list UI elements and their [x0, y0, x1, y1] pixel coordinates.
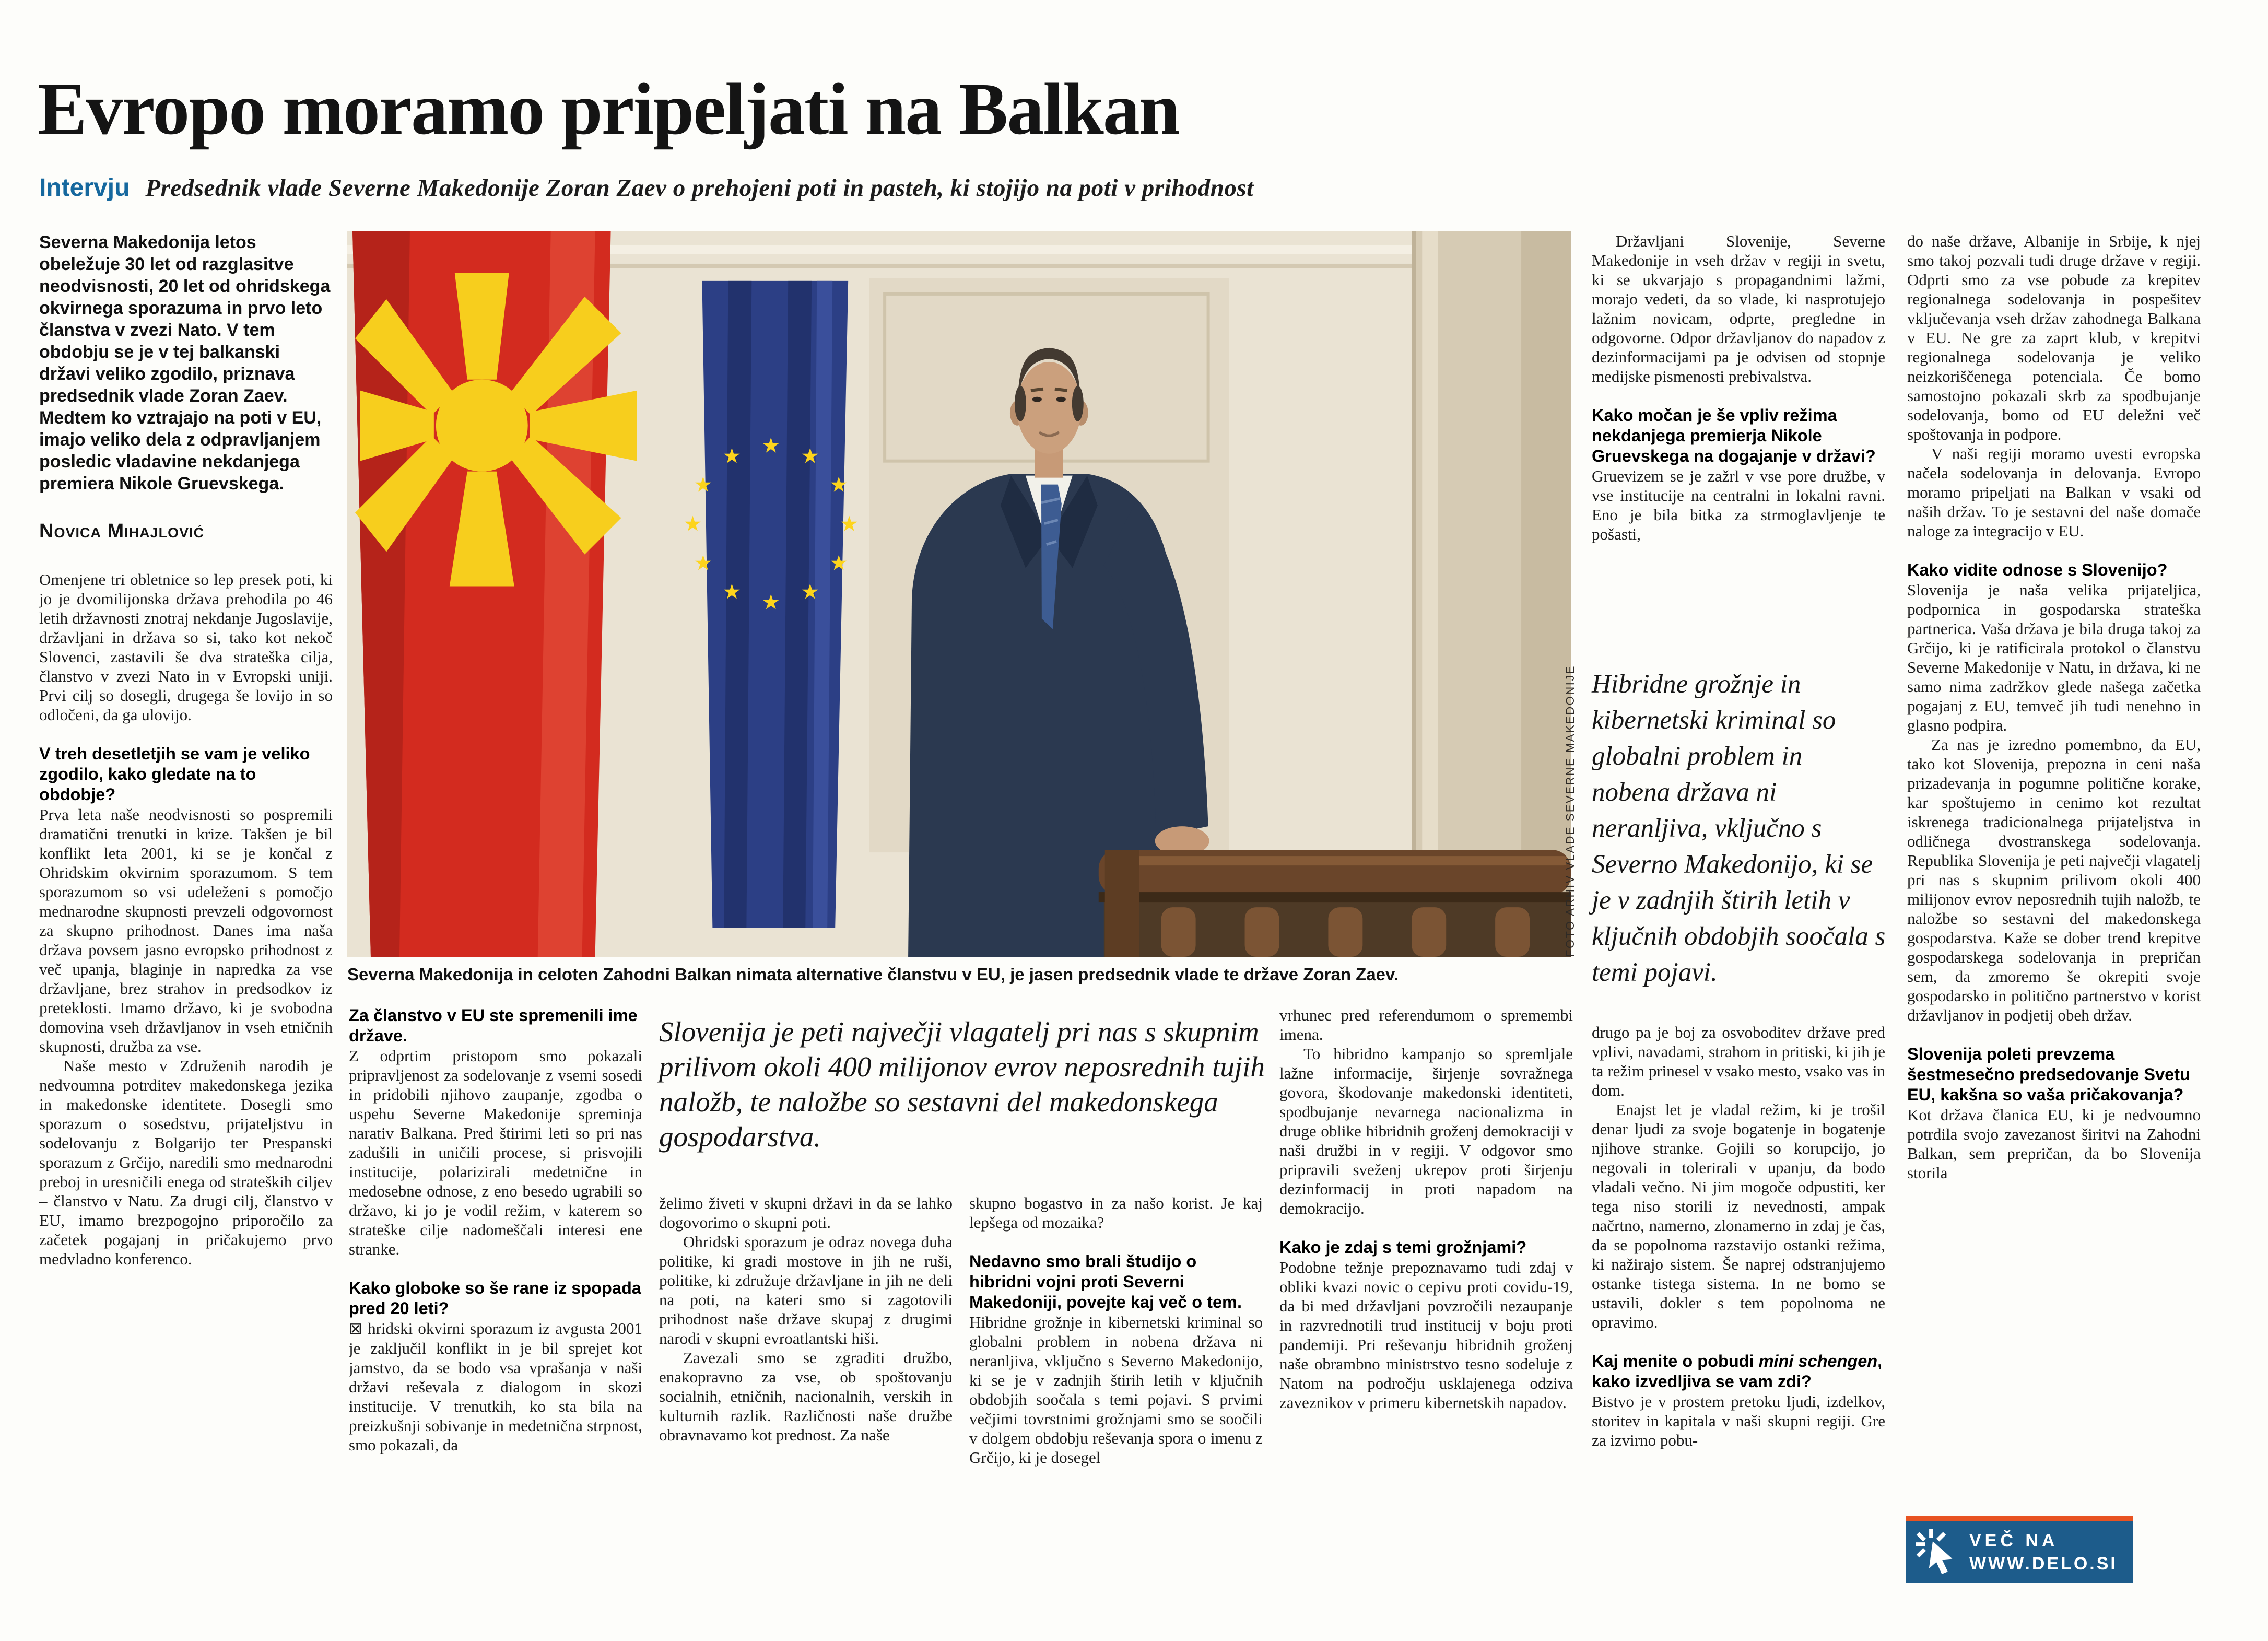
paragraph: Prva leta naše neodvisnosti so pospremili dramatični trenutki in krize. Takšen je bil konflikt leta 2001, ki se je končal z Ohridskim okvirnim sporazumom. S tem sporazumom so vsi udeleženi s pomočjo mednarodne skupnosti prevzeli odgovornost za skupno prihodnost. Danes ima naša država povsem jasno evropsko prihodnost z več upanja, blaginje in napredka za vse državljane, brez strahov in predsodkov iz preteklosti. Imamo državo, ki je svobodna domovina vseh državljanov in vseh etničnih skupnosti, družba za vse. — [39, 805, 333, 1056]
banner-body — [1906, 1521, 2133, 1583]
svg-text:★: ★ — [829, 551, 849, 576]
interview-question: Slovenija poleti prevzema šestmesečno predsedovanje Svetu EU, kakšna so vaša pričakovanja? — [1907, 1045, 2190, 1104]
banner-text — [1969, 1529, 2118, 1575]
text-column-1 — [39, 231, 333, 1622]
text-column-6a — [1592, 231, 1885, 666]
svg-text:★: ★ — [722, 580, 742, 604]
paragraph: Naše mesto v Združenih narodih je nedvoumna potrditev makedonskega jezika in makedonske identitete. Dosegli smo sporazum o sosedstvu, prijateljstvu in sodelovanju z Bolgarijo ter Prespanski sporazum z Grčijo, naredili smo mednarodni preboj in uresničili enega od strateških ciljev – članstvo v Natu. Za drugi cilj, članstvo v EU, imamo brezpogojno priporočilo za začetek pogajanj in pričakujemo prvo medvladno konferenco. — [39, 1057, 333, 1268]
svg-text:★: ★ — [683, 512, 702, 536]
text-column-6b — [1592, 1023, 1885, 1623]
svg-text:★: ★ — [801, 444, 820, 468]
paragraph: Ohridski sporazum je odraz novega duha politike, ki gradi mostove in jih ne ruši, politike, ki združuje državljane in jih ne deli na poti, na kateri smo si zagotovili prihodnost naše države skupaj z drugimi narodi v skupni evroatlantski hiši. — [659, 1233, 953, 1347]
delo-more-banner[interactable] — [1906, 1516, 2133, 1583]
paragraph: drugo pa je boj za osvoboditev države pred vplivi, navadami, strahom in pritiski, ki jih je ta režim prinesel v vsako mesto, vsako vas in dom. — [1592, 1023, 1885, 1099]
subhead-row — [39, 173, 1815, 203]
paragraph: ⊠ hridski okvirni sporazum iz avgusta 2001 je zaključil konflikt in je bil sprejet kot jamstvo, da se bodo vsa vprašanja v naši državi reševala z dialogom in skozi institucije. V trenutkih, ko sta bila na preizkušnji sobivanje in medetnična strpnost, smo pokazali, da — [349, 1319, 642, 1454]
article-intro: Severna Makedonija letos obeležuje 30 let od razglasitve neodvisnosti, 20 let od ohridskega okvirnega sporazuma in prvo leto članstva v zvezi Nato. V tem obdobju se je v tej balkanski državi veliko zgodilo, priznava predsednik vlade Zoran Zaev. Medtem ko vztrajajo na poti v EU, imajo veliko dela z odpravljanjem posledic vladavine nekdanjega premiera Nikole Gruevskega. — [39, 232, 331, 494]
svg-text:★: ★ — [722, 444, 742, 468]
paragraph: želimo živeti v skupni državi in da se lahko dogovorimo o skupni poti. — [659, 1194, 953, 1232]
article-subhead: Predsednik vlade Severne Makedonije Zoran Zaev o prehojeni poti in pasteh, ki stojijo na poti v prihodnost — [145, 174, 1254, 202]
paragraph: skupno bogastvo in za našo korist. Je kaj lepšega od mozaika? — [969, 1194, 1263, 1232]
interview-question: Kaj menite o pobudi mini schengen, kako izvedljiva se vam zdi? — [1592, 1352, 1883, 1391]
paragraph: vrhunec pred referendumom o spremembi imena. — [1279, 1006, 1573, 1044]
page-title: Evropo moramo pripeljati na Balkan — [38, 67, 1179, 150]
paragraph: Zavezali smo se zgraditi družbo, enakopravno za vse, ob spoštovanju socialnih, etničnih, nacionalnih, verskih in kulturnih razlik. Različnosti naše družbe obravnavamo kot prednost. Za naše — [659, 1349, 953, 1444]
banner-line2: WWW.DELO.SI — [1969, 1554, 2118, 1574]
svg-text:★: ★ — [761, 433, 781, 458]
macedonian-flag — [352, 231, 637, 957]
interview-question: Kako močan je še vpliv režima nekdanjega premierja Nikole Gruevskega na dogajanje v državi? — [1592, 406, 1876, 465]
paragraph: Omenjene tri obletnice so lep presek poti, ki jo je dvomilijonska država prehodila po 46 letih državnosti znotraj nekdanje Jugoslavije, državljani in država so si, tako kot nekoč Slovenci, zastavili še dva strateška cilja, članstvo v zvezi Nato in v Evropski uniji. Prvi cilj so dosegli, drugega še lovijo in so odločeni, da ga ulovijo. — [39, 570, 333, 724]
svg-text:★: ★ — [694, 551, 713, 576]
banner-line1: VEČ NA — [1969, 1531, 2059, 1551]
photo-illustration — [347, 231, 1571, 957]
paragraph: Podobne težnje prepoznavamo tudi zdaj v obliki kvazi novic o cepivu proti covidu-19, da bi med državljani povzročili nezaupanje in razvrednotili trud institucij v boju proti pandemiji. Pri reševanju hibridnih groženj naše obrambno ministrstvo tesno sodeluje z Natom na področju usklajenega odziva zaveznikov v primeru kibernetskih napadov. — [1279, 1258, 1573, 1412]
svg-text:★: ★ — [761, 590, 781, 615]
text-column-3 — [659, 1193, 953, 1623]
interview-question: Kako globoke so še rane iz spopada pred 20 leti? — [349, 1279, 641, 1318]
cursor-click-icon — [1914, 1527, 1964, 1577]
paragraph: Bistvo je v prostem pretoku ljudi, izdelkov, storitev in kapitala v naši skupni regiji. Gre za izvirno pobu- — [1592, 1392, 1885, 1449]
text-column-2 — [349, 1005, 642, 1622]
svg-text:★: ★ — [829, 473, 849, 497]
pull-quote-center: Slovenija je peti največji vlagatelj pri nas s skupnim prilivom okoli 400 milijonov evrov neposrednih tujih naložb, te naložbe so sestavni del makedonskega gospodarstva. — [659, 1016, 1265, 1153]
pull-quote-right: Hibridne grožnje in kibernetski kriminal so globalni problem in nobena država ni neranljiva, vključno s Severno Makedonijo, ki se je v zadnjih štirih letih v ključnih obdobjih soočala s temi pojavi. — [1592, 670, 1886, 987]
svg-text:★: ★ — [694, 473, 713, 497]
interview-question: Nedavno smo brali študijo o hibridni vojni proti Severni Makedoniji, povejte kaj več o tem. — [969, 1252, 1242, 1311]
wooden-railing — [1099, 850, 1571, 957]
text-column-4 — [969, 1193, 1263, 1623]
paragraph: Državljani Slovenije, Severne Makedonije in vseh držav v regiji in svetu, ki se ukvarjajo s propagandnimi lažmi, morajo vedeti, da so vlade, ki nasprotujejo lažnim novicam, odprte, pregledne in odgovorne. Odpor državljanov do napadov z dezinformacijami pa je odvisen od stopnje medijske pismenosti prebivalstva. — [1592, 232, 1885, 385]
paragraph: V naši regiji moramo uvesti evropska načela sodelovanja in delovanja. Evropo moramo pripeljati na Balkan v vsaki od naših držav. To je sestavni del naše domače naloge za integracijo v EU. — [1907, 444, 2201, 540]
interview-question: Za članstvo v EU ste spremenili ime države. — [349, 1006, 638, 1045]
interview-question: Kako vidite odnose s Slovenijo? — [1907, 560, 2168, 579]
banner-orange-stripe — [1906, 1516, 2133, 1521]
face — [1017, 362, 1082, 454]
photo-caption: Severna Makedonija in celoten Zahodni Balkan nimata alternative članstvu v EU, je jasen predsednik vlade te države Zoran Zaev. — [347, 965, 1399, 984]
interview-question: Kako je zdaj s temi grožnjami? — [1279, 1238, 1527, 1257]
paragraph: Kot država članica EU, ki je nedvoumno potrdila svojo zavezanost širitvi na Zahodni Balkan, sem prepričan, da bo Slovenija storila — [1907, 1106, 2201, 1182]
paragraph: Gruevizem se je zažrl v vse pore družbe, v vse institucije na centralni in lokalni ravni. Eno je bila bitka za strmoglavljenje te pošasti, — [1592, 467, 1885, 543]
interview-question: V treh desetletjih se vam je veliko zgodilo, kako gledate na to obdobje? — [39, 744, 310, 804]
text-column-7 — [1907, 231, 2201, 1495]
svg-text:★: ★ — [801, 580, 820, 604]
author-byline: Novica Mihajlović — [39, 520, 205, 542]
paragraph: Hibridne grožnje in kibernetski kriminal so globalni problem in nobena država ni neranljiva, vključno s Severno Makedonijo, ki se je v zadnjih štirih letih v ključnih obdobjih soočala s temi pojavi. S prvimi večjimi tovrstnimi grožnjami smo se soočili v dolgem obdobju reševanja spora o imenu z Grčijo, ki je dosegel — [969, 1313, 1263, 1467]
paragraph: Z odprtim pristopom smo pokazali pripravljenost za sodelovanje z vsemi sosedi in pridobili njihovo zaupanje, zgodba o uspehu Severne Makedonije spreminja narativ Balkana. Pred štirimi leti so pri nas zadušili in uničili procese, si prisvojili institucije, polarizirali medetnične in medosebne odnose, z eno besedo ugrabili so državo, ki jo je vodil režim, v katerem so strateške cilje nadomeščali interesi ene stranke. — [349, 1047, 642, 1258]
section-kicker: Intervju — [39, 174, 130, 202]
paragraph: do naše države, Albanije in Srbije, k njej smo takoj pozvali tudi druge države v regiji. Odprti smo za vse pobude za krepitev regionalnega sodelovanja in pospešitev vključevanja vseh držav zahodnega Balkana v EU. Ne gre za zaprt klub, v krepitvi regionalnega sodelovanja je veliko neizkoriščenega potenciala. Če bomo samostojno pokazali skrb za spodbujanje sodelovanja, bomo od EU deležni več spoštovanja in podpore. — [1907, 232, 2201, 443]
svg-text:★: ★ — [840, 512, 859, 536]
paragraph: To hibridno kampanjo so spremljale lažne informacije, širjenje sovražnega govora, škodovanje makedonski identiteti, spodbujanje nevarnega nacionalizma in druge oblike hibridnih groženj demokraciji v naši družbi in v regiji. V odgovor smo pripravili sveženj ukrepov proti širjenju dezinformacij in proti napadom na demokracijo. — [1279, 1045, 1573, 1217]
text-column-5 — [1279, 1005, 1573, 1622]
paragraph: Slovenija je naša velika prijateljica, podpornica in gospodarska strateška partnerica. Vaša država je bila druga takoj za Grčijo, ki je ratificirala protokol o članstvu Severne Makedonije v Natu, in država, ki ne samo nima zadržkov glede našega začetka pogajanj z EU, temveč jih tudi nenehno in glasno podpira. — [1907, 581, 2201, 734]
paragraph: Enajst let je vladal režim, ki je trošil denar ljudi za svoje bogatenje in bogatenje njihove stranke. Gojili so korupcijo, jo negovali in tolerirali v upanju, da bodo vladali večno. Ni jim mogoče odpustiti, ker tega niso storili iz nevednosti, ampak načrtno, namerno, zlonamerno in zdaj je čas, da se popolnoma razstavijo ostanki režima, ki nažirajo sistem. Še naprej odstranjujemo ostanke tistega sistema. In ne bomo se ustavili, dokler s tem popolnoma ne opravimo. — [1592, 1100, 1885, 1331]
photo-credit: FOTO ARHIV VLADE SEVERNE MAKEDONIJE — [1564, 665, 1577, 957]
paragraph: Za nas je izredno pomembno, da EU, tako kot Slovenija, prepozna in ceni naša prizadevanja in pogumne politične korake, kar spoštujemo in cenimo kot rezultat iskrenega tradicionalnega prijateljstva in odličnega dvostranskega sodelovanja. Republika Slovenija je peti največji vlagatelj pri nas s skupnim prilivom okoli 400 milijonov evrov neposrednih tujih naložb, te naložbe so sestavni del makedonskega gospodarstva. Kaže se dober trend krepitve gospodarskega sodelovanja in prepričan sem, da zmoremo še okrepiti svoje gospodarsko in politično partnerstvo v korist državljanov in podjetij obeh držav. — [1907, 735, 2201, 1024]
article-photo — [347, 231, 1571, 957]
